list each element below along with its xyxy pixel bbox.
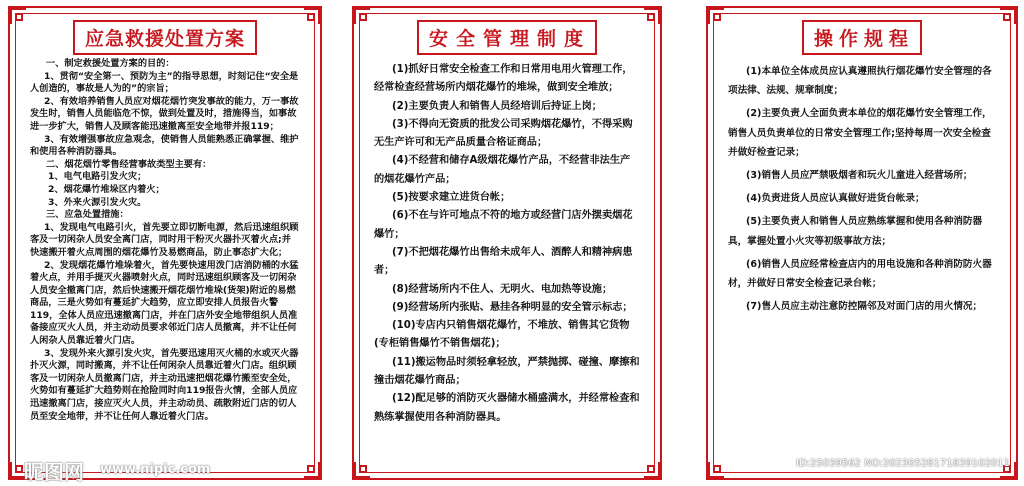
paragraph: (6)不在与许可地点不符的地方或经营门店外摆卖烟花爆竹； [374,210,633,240]
panel-safety-rules [352,6,662,480]
paragraph: (4)不经营和储存A级烟花爆竹产品，不经营非法生产的烟花爆竹产品； [374,155,631,185]
paragraph: 2、发现烟花爆竹堆垛着火，首先要快速用泼门店消防桶的水猛着火点，并用手提灭火器喷射火点，同时迅速组织顾客及一切闲杂人员安全撤离门店，然后快速搬开烟花烟竹堆垛(货架)附近的易燃商品，三是火势如有蔓延扩大趋势，应立即安排人员报告火警119，全体人员应迅速撤离门店，并在门店外安全地带组织人员准备接应灭火人员，并主动动员要求邻近门店人员撤离，并不让任何人闲杂人员靠近着火门店。 [30,259,299,347]
panel-title: 应急救援处置方案 [73,20,257,55]
paragraph: (8)经营场所内不住人、无明火、电加热等设施； [392,283,613,295]
paragraph: (7)售人员应主动注意防控隔邻及对面门店的用火情况； [746,301,983,313]
paragraph: (11)搬运物品时须轻拿轻放，严禁抛掷、碰撞、摩擦和撞击烟花爆竹商品； [374,356,640,387]
paragraph: (10)专店内只销售烟花爆竹，不堆放、销售其它货物(专柜销售爆竹不销售烟花)； [374,320,630,350]
paragraph: (1)抓好日常安全检查工作和日常用电用火管理工作，经常检查经营场所内烟花爆竹的堆垛，做到安全堆放； [374,64,633,94]
panel-body [374,61,640,427]
paragraph: 1、贯彻“安全第一、预防为主”的指导思想，时刻记住“安全是人创造的，事故是人为的”的宗旨； [30,70,299,95]
watermark-id: ID:25039562 NO:20230528171839102011 [796,458,1010,469]
panel-emergency-plan [8,6,322,480]
panel-operating-procedures [706,6,1018,480]
paragraph: (4)负责进货人员应认真做好进货台帐录； [746,193,925,205]
watermark-url: www.nipic.com [100,462,211,477]
panel-title: 操作规程 [802,20,922,55]
panel-body [728,62,996,320]
corner-ornament [354,456,376,478]
corner-ornament [354,8,376,30]
paragraph: (3)不得向无资质的批发公司采购烟花爆竹，不得采购无生产许可和无产品质量合格证商品； [374,118,633,149]
paragraph: 二、烟花烟竹零售经营事故类型主要有： [46,158,212,170]
paragraph: 2、有效培养销售人员应对烟花烟竹突发事故的能力，万一事故发生时，销售人员能临危不惊，做到处置及时，措施得当，如事故进一步扩大，销售人及顾客能迅速撤离至安全地带并报119； [30,95,299,132]
paragraph: 3、有效增强事故应急观念，使销售人员能熟悉正确掌握、维护和使用各种消防器具。 [30,133,299,158]
corner-ornament [708,8,730,30]
paragraph: (12)配足够的消防灭火器储水桶盛满水，并经常检查和熟练掌握使用各种消防器具。 [374,393,640,423]
paragraph: 3、发现外来火源引发火灾，首先要迅速用灭火桶的水或灭火器扑灭火源，同时搬离，并不让任何闲杂人员靠近着火门店。组织顾客及一切闲杂人员撤离门店，并主动迅速把烟花爆竹搬至安全处，火势如有蔓延扩大趋势则在抢险同时向119报告火情，全部人员应迅速撤离门店，接应灭火人员，并主动动员、疏散附近门店的切人员至安全地带，并不让任何人靠近着火门店。 [30,347,299,422]
corner-ornament [298,456,320,478]
paragraph: 2、烟花爆竹堆垛区内着火； [48,183,165,195]
paragraph: (9)经营场所内张贴、悬挂各种明显的安全管示标志； [392,301,633,313]
paragraph: 1、电气电路引发火灾； [48,171,147,183]
paragraph: 1、发现电气电路引火，首先要立即切断电源，然后迅速组织顾客及一切闲杂人员安全离门店，同时用干粉灭火器扑灭着火点;并快速搬开着火点周围的烟花爆竹及易燃商品，防止事态扩大化； [30,221,299,258]
paragraph: (2)主要负责人全面负责本单位的烟花爆竹安全管理工作，销售人员负责单位的日常安全管理工作;坚持每周一次安全检查并做好检查记录； [728,108,992,158]
corner-ornament [298,8,320,30]
panel-body [30,58,300,423]
corner-ornament [994,8,1016,30]
panel-title: 安全管理制度 [417,20,597,55]
corner-ornament [10,8,32,30]
corner-ornament [638,456,660,478]
paragraph: 三、应急处置措施： [46,209,129,221]
corner-ornament [638,8,660,30]
paragraph: (7)不把烟花爆竹出售给未成年人、酒醉人和精神病患者； [374,246,633,277]
corner-ornament [708,456,730,478]
paragraph: (3)销售人员应严禁吸烟者和玩火儿童进入经营场所； [746,170,973,182]
paragraph: (5)按要求建立进货台帐； [392,192,511,204]
paragraph: (6)销售人员应经常检查店内的用电设施和各种消防防火器材，并做好日常安全检查记录台帐； [728,258,992,290]
paragraph: (1)本单位全体成员应认真遵照执行烟花爆竹安全管理的各项法律、法规、规章制度； [728,66,992,97]
paragraph: (2)主要负责人和销售人员经培训后持证上岗； [392,100,602,112]
paragraph: 3、外来火源引发火灾。 [48,196,147,208]
paragraph: 一、制定救援处置方案的目的： [46,58,175,69]
paragraph: (5)主要负责人和销售人员应熟练掌握和使用各种消防器具，掌握处置小火灾等初级事故方法； [728,216,983,247]
watermark-logo: 昵图网 [24,460,84,484]
